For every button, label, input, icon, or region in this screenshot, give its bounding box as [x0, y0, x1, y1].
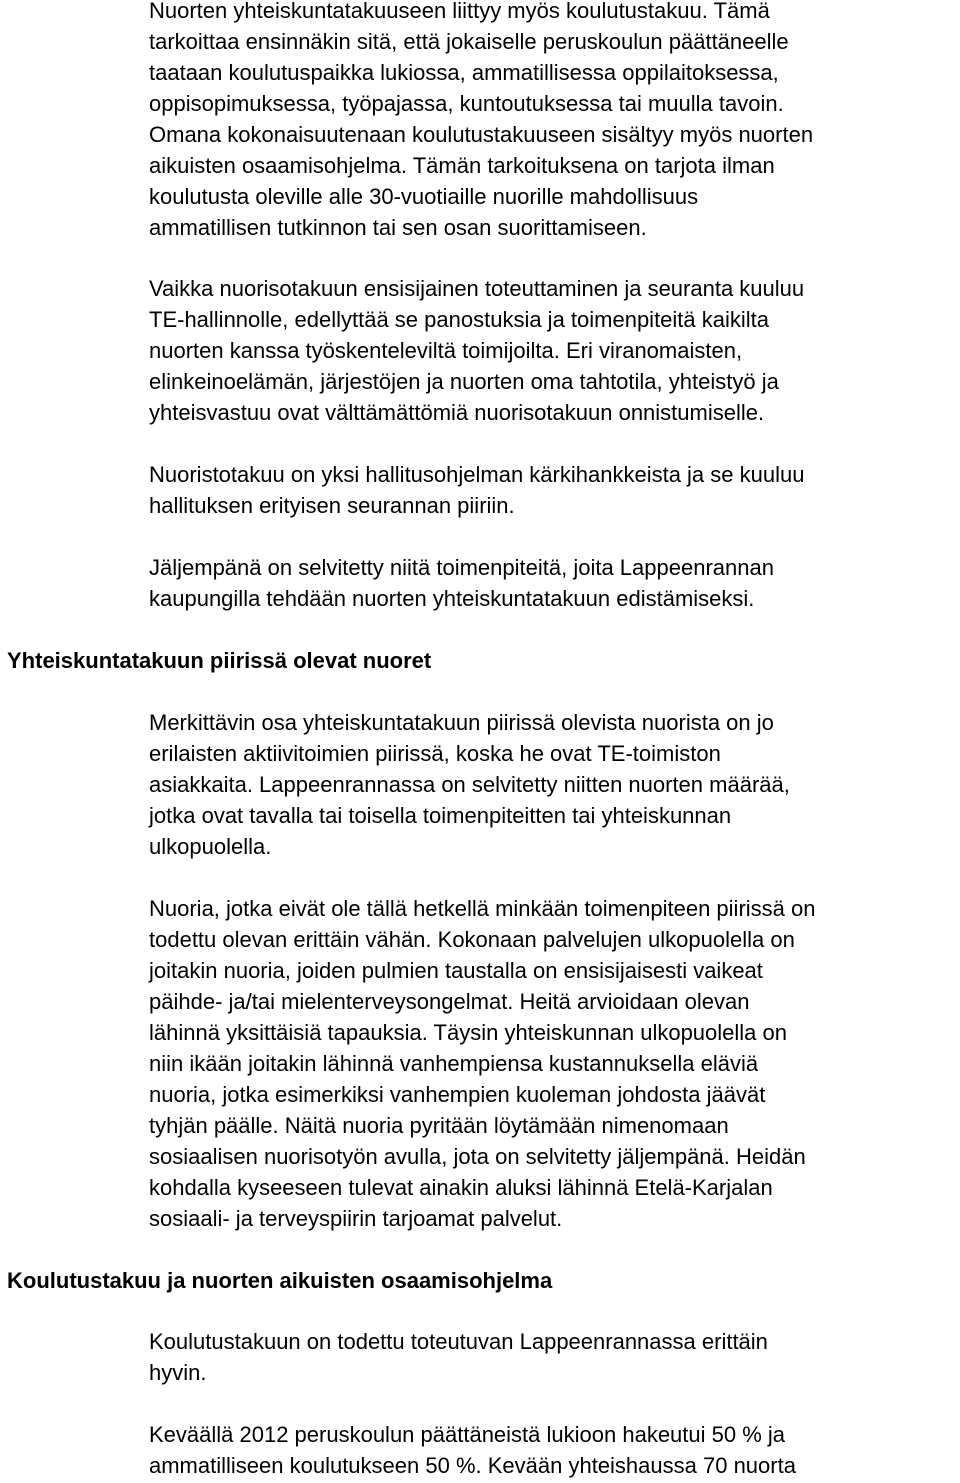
- text-line: koulutusta oleville alle 30-vuotiaille nuorille mahdollisuus: [149, 184, 699, 209]
- paragraph-kevaalla-2012: [149, 1419, 960, 1481]
- text-line: ammatillisen tutkinnon tai sen osan suorittamiseen.: [149, 215, 647, 240]
- text-line: nuoria, jotka esimerkiksi vanhempien kuoleman johdosta jäävät: [149, 1082, 766, 1107]
- text-line: oppisopimuksessa, työpajassa, kuntoutuksessa tai muulla tavoin.: [149, 91, 784, 116]
- paragraph-nuorisotakuu-toteuttaminen: [149, 273, 960, 428]
- text-line: Merkittävin osa yhteiskuntatakuun piirissä olevista nuorista on jo: [149, 710, 774, 735]
- text-line: sosiaalisen nuorisotyön avulla, jota on selvitetty jäljempänä. Heidän: [149, 1144, 806, 1169]
- paragraph-nuoria-vahan: [149, 893, 960, 1234]
- text-line: elinkeinoelämän, järjestöjen ja nuorten oma tahtotila, yhteistyö ja: [149, 369, 779, 394]
- text-line: sosiaali- ja terveyspiirin tarjoamat palvelut.: [149, 1206, 563, 1231]
- text-line: hyvin.: [149, 1360, 207, 1385]
- text-line: aikuisten osaamisohjelma. Tämän tarkoituksena on tarjota ilman: [149, 153, 775, 178]
- text-line: Vaikka nuorisotakuun ensisijainen toteuttaminen ja seuranta kuuluu: [149, 276, 805, 301]
- paragraph-hallitusohjelma: [149, 459, 960, 521]
- text-line: tarkoittaa ensinnäkin sitä, että jokaiselle peruskoulun päättäneelle: [149, 29, 789, 54]
- text-line: kaupungilla tehdään nuorten yhteiskuntatakuun edistämiseksi.: [149, 586, 755, 611]
- paragraph-merkittavin-osa: [149, 707, 960, 862]
- text-line: niin ikään joitakin lähinnä vanhempiensa kustannuksella eläviä: [149, 1051, 759, 1076]
- text-line: yhteisvastuu ovat välttämättömiä nuorisotakuun onnistumiselle.: [149, 400, 765, 425]
- text-line: taataan koulutuspaikka lukiossa, ammatillisessa oppilaitoksessa,: [149, 60, 779, 85]
- text-line: ammatilliseen koulutukseen 50 %. Kevään yhteishaussa 70 nuorta: [149, 1453, 796, 1478]
- text-line: Koulutustakuun on todettu toteutuvan Lappeenrannassa erittäin: [149, 1329, 768, 1354]
- text-line: Jäljempänä on selvitetty niitä toimenpiteitä, joita Lappeenrannan: [149, 555, 774, 580]
- text-line: nuorten kanssa työskenteleviltä toimijoilta. Eri viranomaisten,: [149, 338, 743, 363]
- text-line: päihde- ja/tai mielenterveysongelmat. Heitä arvioidaan olevan: [149, 989, 750, 1014]
- paragraph-toimenpiteet: [149, 552, 960, 614]
- text-line: joitakin nuoria, joiden pulmien taustalla on ensisijaisesti vaikeat: [149, 958, 763, 983]
- text-line: todettu olevan erittäin vähän. Kokonaan palvelujen ulkopuolella on: [149, 927, 795, 952]
- text-line: Nuoristotakuu on yksi hallitusohjelman kärkihankkeista ja se kuuluu: [149, 462, 805, 487]
- text-line: asiakkaita. Lappeenrannassa on selvitetty niitten nuorten määrää,: [149, 772, 790, 797]
- section-heading-koulutustakuu: Koulutustakuu ja nuorten aikuisten osaamisohjelma: [7, 1268, 553, 1293]
- text-line: Keväällä 2012 peruskoulun päättäneistä lukioon hakeutui 50 % ja: [149, 1422, 786, 1447]
- text-line: Nuorten yhteiskuntatakuuseen liittyy myös koulutustakuu. Tämä: [149, 0, 770, 23]
- paragraph-koulutustakuu-toteutuu: [149, 1326, 960, 1388]
- text-line: TE-hallinnolle, edellyttää se panostuksia ja toimenpiteitä kaikilta: [149, 307, 770, 332]
- text-line: lähinnä yksittäisiä tapauksia. Täysin yhteiskunnan ulkopuolella on: [149, 1020, 787, 1045]
- text-line: Omana kokonaisuutenaan koulutustakuuseen sisältyy myös nuorten: [149, 122, 814, 147]
- text-line: jotka ovat tavalla tai toisella toimenpiteitten tai yhteiskunnan: [149, 803, 732, 828]
- text-line: ulkopuolella.: [149, 834, 272, 859]
- text-line: hallituksen erityisen seurannan piiriin.: [149, 493, 515, 518]
- paragraph-koulutustakuu: [149, 0, 960, 243]
- text-line: erilaisten aktiivitoimien piirissä, koska he ovat TE-toimiston: [149, 741, 721, 766]
- section-heading-yhteiskuntatakuu: Yhteiskuntatakuun piirissä olevat nuoret: [7, 648, 432, 673]
- text-line: tyhjän päälle. Näitä nuoria pyritään löytämään nimenomaan: [149, 1113, 729, 1138]
- text-line: kohdalla kyseeseen tulevat ainakin aluksi lähinnä Etelä-Karjalan: [149, 1175, 773, 1200]
- text-line: Nuoria, jotka eivät ole tällä hetkellä minkään toimenpiteen piirissä on: [149, 896, 816, 921]
